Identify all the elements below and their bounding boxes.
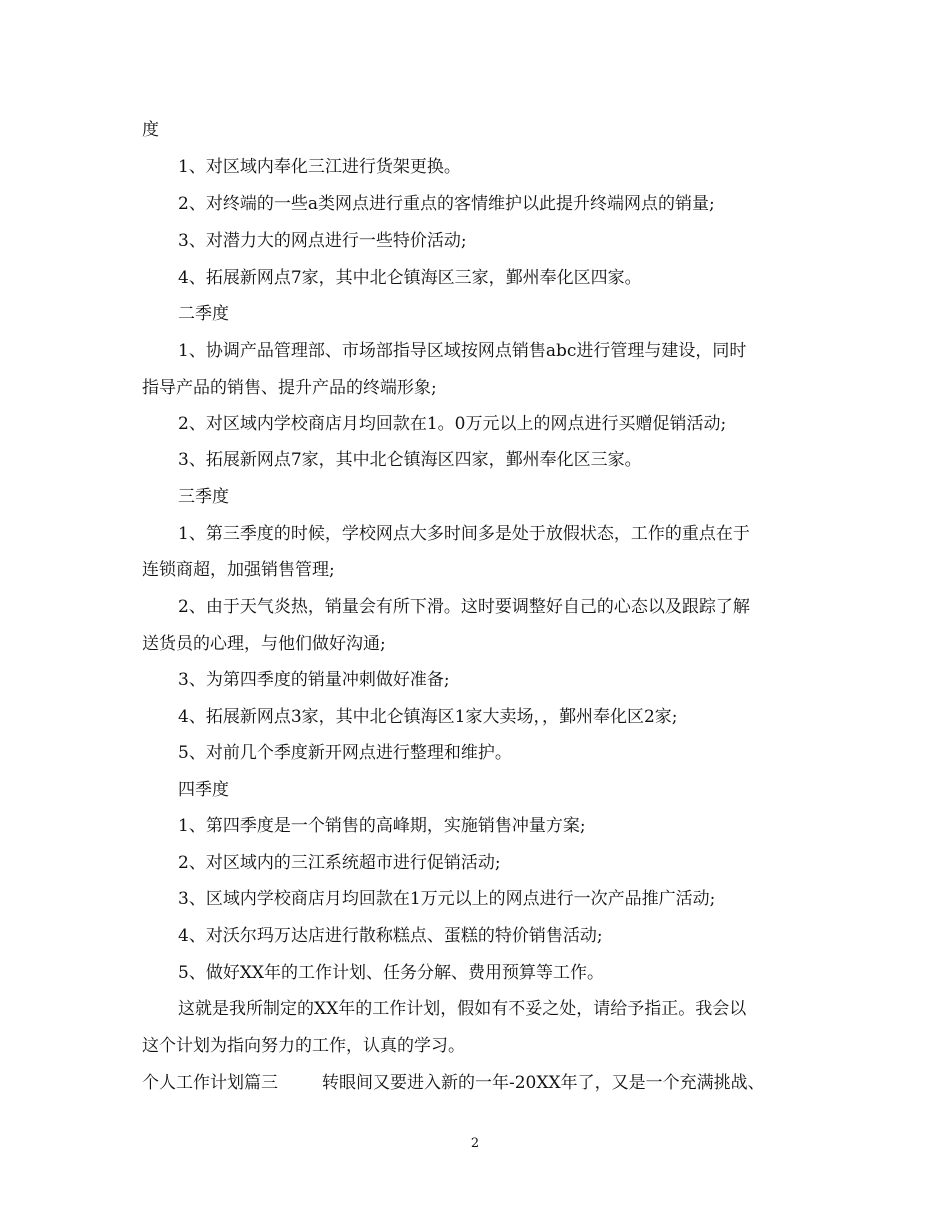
text-line: 5、对前几个季度新开网点进行整理和维护。	[178, 743, 512, 763]
text-line: 3、区域内学校商店月均回款在1万元以上的网点进行一次产品推广活动;	[178, 889, 716, 909]
text-line: 度	[142, 120, 159, 140]
quarter-heading: 四季度	[178, 780, 229, 800]
quarter-heading: 二季度	[178, 304, 229, 324]
text-line: 1、协调产品管理部、市场部指导区域按网点销售abc进行管理与建设，同时	[178, 341, 747, 361]
text-line: 4、拓展新网点3家，其中北仑镇海区1家大卖场，，鄞州奉化区2家;	[178, 707, 678, 727]
text-line: 3、对潜力大的网点进行一些特价活动;	[178, 231, 467, 251]
text-line: 指导产品的销售、提升产品的终端形象;	[142, 378, 437, 398]
text-line: 4、对沃尔玛万达店进行散称糕点、蛋糕的特价销售活动;	[178, 926, 603, 946]
text-line: 3、为第四季度的销量冲刺做好准备;	[178, 670, 450, 690]
quarter-heading: 三季度	[178, 487, 229, 507]
text-line: 2、由于天气炎热，销量会有所下滑。这时要调整好自己的心态以及跟踪了解	[178, 597, 750, 617]
text-line: 这个计划为指向努力的工作，认真的学习。	[142, 1036, 465, 1056]
text-line: 送货员的心理，与他们做好沟通;	[142, 634, 386, 654]
text-line: 2、对区域内的三江系统超市进行促销活动;	[178, 853, 501, 873]
section-heading-line	[142, 1071, 822, 1095]
page-number: 2	[470, 1136, 480, 1151]
text-line: 2、对终端的一些a类网点进行重点的客情维护以此提升终端网点的销量;	[178, 194, 715, 214]
text-line: 1、第四季度是一个销售的高峰期，实施销售冲量方案;	[178, 816, 586, 836]
text-line: 1、第三季度的时候，学校网点大多时间多是处于放假状态，工作的重点在于	[178, 524, 750, 544]
text-line: 3、拓展新网点7家，其中北仑镇海区四家，鄞州奉化区三家。	[178, 450, 642, 470]
text-line: 1、对区域内奉化三江进行货架更换。	[178, 157, 461, 177]
section-heading: 个人工作计划篇三	[142, 1073, 278, 1093]
text-line: 这就是我所制定的XX年的工作计划，假如有不妥之处，请给予指正。我会以	[178, 999, 747, 1019]
text-line: 5、做好XX年的工作计划、任务分解、费用预算等工作。	[178, 963, 605, 983]
text-line: 连锁商超，加强销售管理;	[142, 560, 335, 580]
text-line: 2、对区域内学校商店月均回款在1。0万元以上的网点进行买赠促销活动;	[178, 414, 727, 434]
section-intro: 转眼间又要进入新的一年-20XX年了，又是一个充满挑战、	[322, 1073, 765, 1093]
text-line: 4、拓展新网点7家，其中北仑镇海区三家，鄞州奉化区四家。	[178, 268, 642, 288]
